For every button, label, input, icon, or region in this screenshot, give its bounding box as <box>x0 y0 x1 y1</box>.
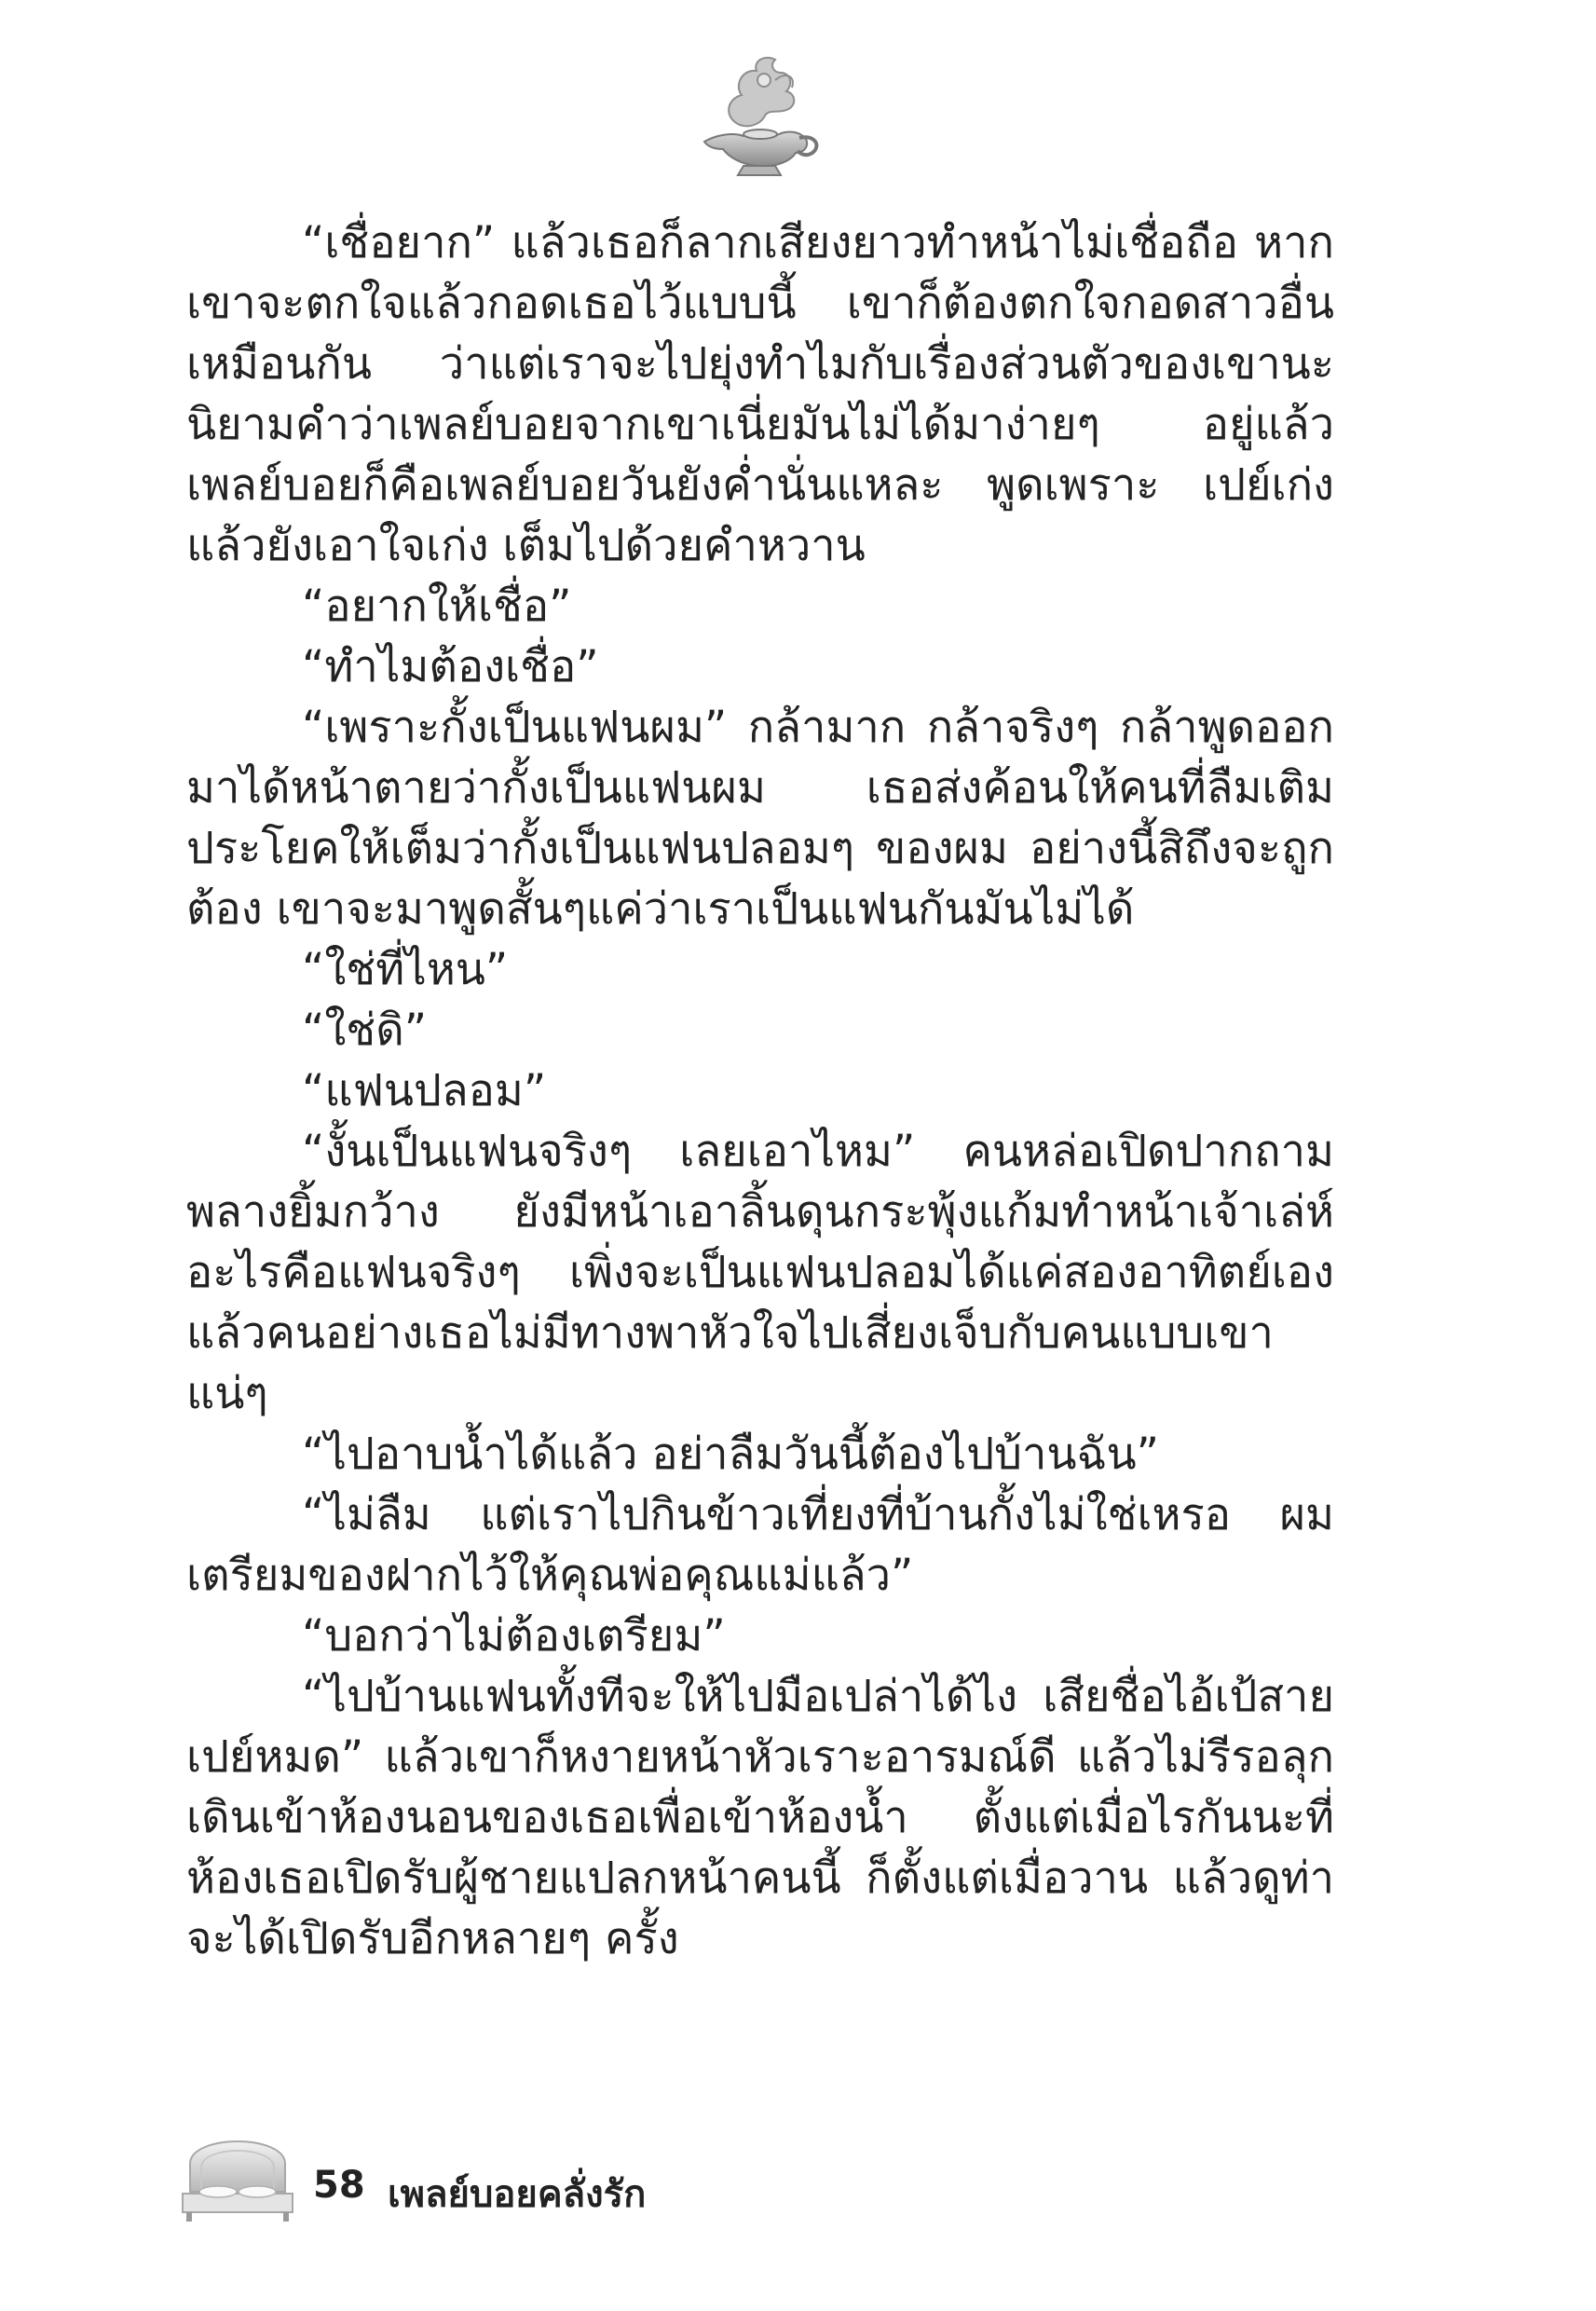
paragraph: “เพราะกั้งเป็นแฟนผม” กล้ามาก กล้าจริงๆ กล้าพูดออกมาได้หน้าตายว่ากั้งเป็นแฟนผม เธอส่งค้อนให้คนที่ลืมเติมประโยคให้เต็มว่ากั้งเป็นแฟนปลอมๆ ของผม อย่างนี้สิถึงจะถูกต้อง เขาจะมาพูดสั้นๆแค่ว่าเราเป็นแฟนกันมันไม่ได้ <box>186 702 1334 935</box>
paragraph: “ไม่ลืม แต่เราไปกินข้าวเที่ยงที่บ้านกั้งไม่ใช่เหรอ ผมเตรียมของฝากไว้ให้คุณพ่อคุณแม่แล้ว” <box>186 1489 1334 1601</box>
paragraph: “ไปบ้านแฟนทั้งทีจะให้ไปมือเปล่าได้ไง เสียชื่อไอ้เป้สายเปย์หมด” แล้วเขาก็หงายหน้าหัวเราะอารมณ์ดี แล้วไม่รีรอลุกเดินเข้าห้องนอนของเธอเพื่อเข้าห้องน้ำ ตั้งแต่เมื่อไรกันนะที่ห้องเธอเปิดรับผู้ชายแปลกหน้าคนนี้ ก็ตั้งแต่เมื่อวาน แล้วดูท่าจะได้เปิดรับอีกหลายๆ ครั้ง <box>186 1671 1334 1964</box>
book-title: เพลย์บอยคลั่งรัก <box>388 2173 647 2216</box>
dialogue-line: “แฟนปลอม” <box>302 1065 547 1116</box>
body-text <box>186 212 1334 1969</box>
dialogue-line: “ใช่ดิ” <box>302 1005 428 1056</box>
dialogue-line: “บอกว่าไม่ต้องเตรียม” <box>302 1610 726 1661</box>
genie-lamp-icon <box>686 52 825 183</box>
dialogue-line: “ไปอาบน้ำได้แล้ว อย่าลืมวันนี้ต้องไปบ้านฉัน” <box>302 1429 1159 1480</box>
page-footer <box>177 2136 922 2229</box>
dialogue-line: “ทำไมต้องเชื่อ” <box>302 641 599 692</box>
bed-icon <box>177 2136 298 2229</box>
paragraph: “งั้นเป็นแฟนจริงๆ เลยเอาไหม” คนหล่อเปิดปากถามพลางยิ้มกว้าง ยังมีหน้าเอาลิ้นดุนกระพุ้งแก้มทำหน้าเจ้าเล่ห์ อะไรคือแฟนจริงๆ เพิ่งจะเป็นแฟนปลอมได้แค่สองอาทิตย์เอง แล้วคนอย่างเธอไม่มีทางพาหัวใจไปเสี่ยงเจ็บกับคนแบบเขาแน่ๆ <box>186 1126 1334 1419</box>
dialogue-line: “อยากให้เชื่อ” <box>302 581 572 632</box>
page-number: 58 <box>313 2164 365 2207</box>
paragraph: “เชื่อยาก” แล้วเธอก็ลากเสียงยาวทำหน้าไม่เชื่อถือ หากเขาจะตกใจแล้วกอดเธอไว้แบบนี้ เขาก็ต้องตกใจกอดสาวอื่นเหมือนกัน ว่าแต่เราจะไปยุ่งทำไมกับเรื่องส่วนตัวของเขานะ นิยามคำว่าเพลย์บอยจากเขาเนี่ยมันไม่ได้มาง่ายๆ อยู่แล้ว เพลย์บอยก็คือเพลย์บอยวันยังค่ำนั่นแหละ พูดเพราะ เปย์เก่ง แล้วยังเอาใจเก่ง เต็มไปด้วยคำหวาน <box>186 217 1334 571</box>
dialogue-line: “ใช่ที่ไหน” <box>302 944 509 995</box>
